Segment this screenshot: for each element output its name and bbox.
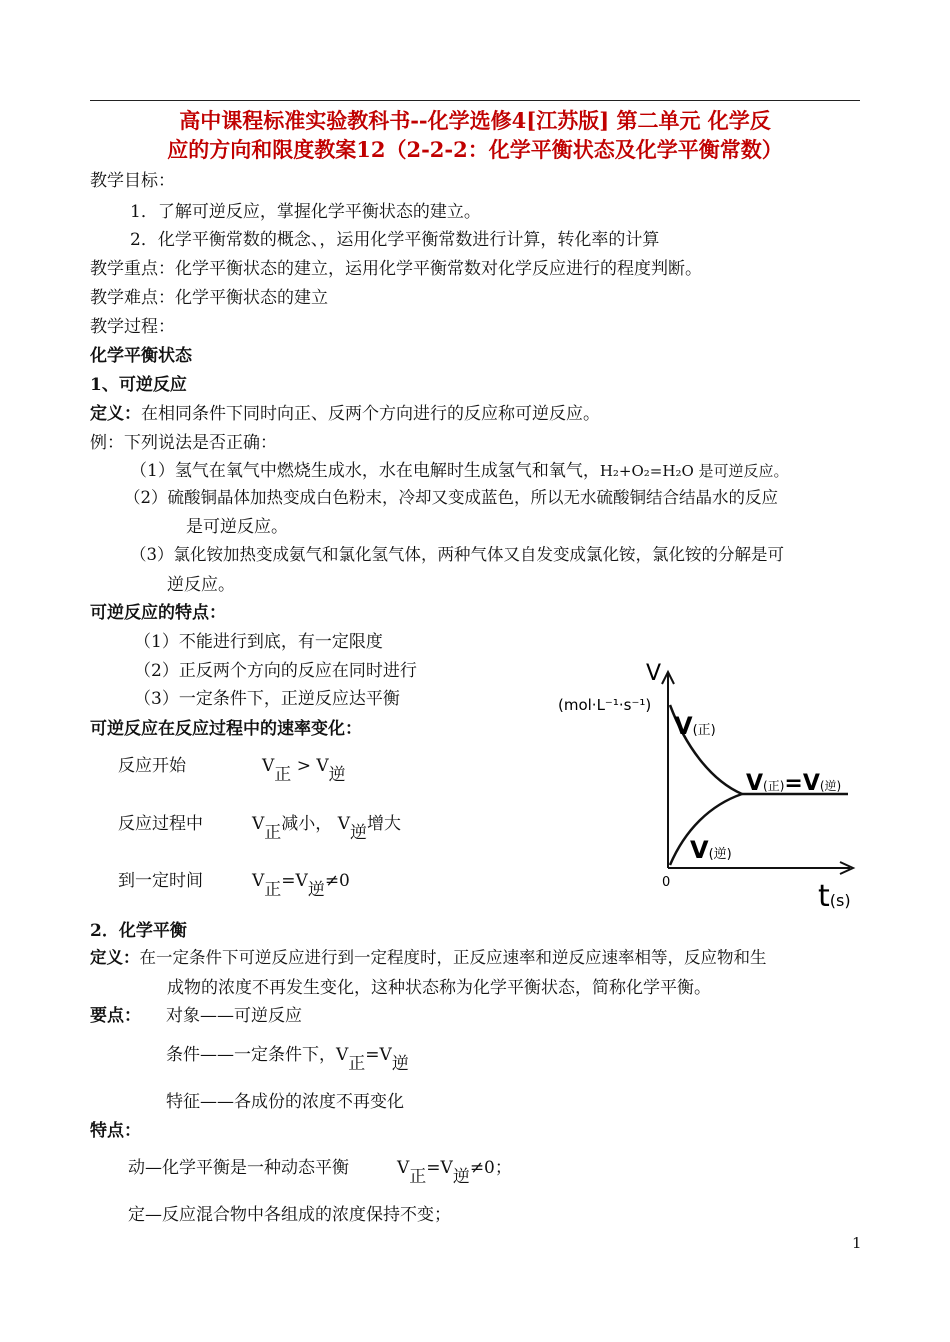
example-item-2-line-2: 是可逆反应。 (186, 517, 288, 537)
features-heading: 可逆反应的特点： (90, 603, 226, 623)
example-intro: 例：下列说法是否正确： (90, 433, 277, 453)
page-number: 1 (852, 1234, 862, 1252)
definition-2-line-1: 定义：在一定条件下可逆反应进行到一定程度时，正反应速率和逆反应速率相等，反应物和生 (90, 948, 767, 967)
section-2-heading: 2．化学平衡 (90, 921, 187, 941)
definition-1-text: 在相同条件下同时向正、反两个方向进行的反应称可逆反应。 (141, 404, 600, 424)
tedian-label: 特点： (90, 1121, 141, 1141)
example-item-2-line-1: （2）硫酸铜晶体加热变成白色粉末，冷却又变成蓝色，所以无水硫酸铜结合结晶水的反应 (124, 488, 778, 507)
example-item-1-formula: H₂+O₂=H₂O 是可逆反应。 (599, 462, 789, 480)
goal-item-2: 2．化学平衡常数的概念、，运用化学平衡常数进行计算，转化率的计算 (130, 230, 660, 250)
rate-row-1-formula: V正 > V逆 (262, 756, 346, 785)
example-item-1-text: （1）氢气在氧气中燃烧生成水，水在电解时生成氢气和氧气， (130, 461, 600, 481)
origin-label: 0 (662, 875, 671, 890)
example-item-1 (130, 456, 789, 481)
feature-item-3: （3）一定条件下，正逆反应达平衡 (134, 689, 400, 709)
title-line-2: 应的方向和限度教案12（2-2-2：化学平衡状态及化学平衡常数） (167, 137, 783, 162)
reverse-rate-label: V(逆) (690, 836, 732, 864)
rate-time-graph (550, 660, 870, 920)
example-item-3-line-1: （3）氯化铵加热变成氨气和氯化氢气体，两种气体又自发变成氯化铵，氯化铵的分解是可 (130, 545, 784, 564)
goals-heading: 教学目标： (90, 171, 175, 191)
rate-row-2-label: 反应过程中 (118, 814, 203, 834)
key-point: 教学重点：化学平衡状态的建立，运用化学平衡常数对化学反应进行的程度判断。 (90, 259, 702, 279)
rate-row-3-label: 到一定时间 (118, 871, 203, 891)
keypoint-condition: 条件——一定条件下，V正=V逆 (166, 1045, 409, 1074)
feature-item-1: （1）不能进行到底，有一定限度 (134, 632, 383, 652)
title-line-1: 高中课程标准实验教科书--化学选修4[江苏版] 第二单元 化学反 (179, 108, 771, 133)
definition-2-line-2: 成物的浓度不再发生变化，这种状态称为化学平衡状态，简称化学平衡。 (167, 978, 711, 998)
y-axis-label: V (646, 661, 662, 686)
rate-row-3-formula: V正=V逆≠0 (252, 871, 350, 900)
keypoint-object: 对象——可逆反应 (166, 1006, 302, 1026)
example-item-3-line-2: 逆反应。 (167, 575, 235, 595)
definition-1 (90, 399, 600, 424)
y-axis-unit: (mol·L⁻¹·s⁻¹) (558, 696, 652, 714)
rate-change-heading: 可逆反应在反应过程中的速率变化： (90, 719, 362, 739)
equilibrium-label: V(正)=V(逆) (746, 771, 842, 796)
page-title (90, 106, 860, 164)
feature-item-2: （2）正反两个方向的反应在同时进行 (134, 661, 417, 681)
x-axis-label: t(s) (818, 879, 851, 914)
process-heading: 教学过程： (90, 317, 175, 337)
keypoints-label: 要点： (90, 1006, 141, 1026)
rate-row-1-label: 反应开始 (118, 756, 186, 776)
section-main-heading: 化学平衡状态 (90, 346, 192, 366)
section-1-heading: 1、可逆反应 (90, 375, 187, 395)
tedian-ding: 定—反应混合物中各组成的浓度保持不变； (128, 1205, 451, 1225)
goal-item-1: 1．了解可逆反应，掌握化学平衡状态的建立。 (130, 202, 481, 222)
header-rule (90, 100, 860, 101)
rate-row-2-formula: V正减小， V逆增大 (252, 814, 401, 843)
forward-rate-label: V(正) (674, 712, 716, 740)
keypoint-feature: 特征——各成份的浓度不再变化 (166, 1092, 404, 1112)
tedian-dong: 动—化学平衡是一种动态平衡 V正=V逆≠0； (128, 1158, 512, 1187)
difficulty: 教学难点：化学平衡状态的建立 (90, 288, 328, 308)
definition-1-label: 定义： (90, 404, 141, 424)
